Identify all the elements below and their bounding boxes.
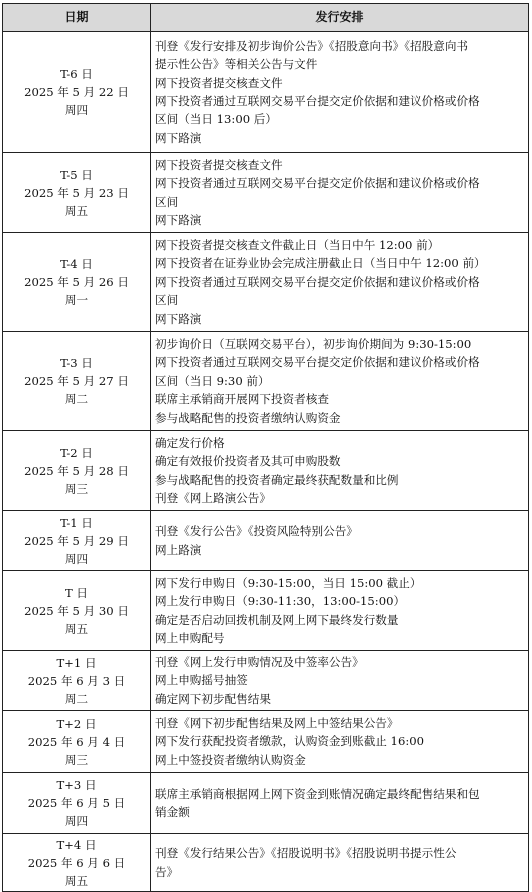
table-row — [3, 773, 529, 834]
schedule-line: 网下发行申购日（9:30-15:00，当日 15:00 截止） — [155, 575, 422, 590]
schedule-line: 网下投资者通过互联网交易平台提交定价依据和建议价格或价格 — [155, 94, 480, 108]
day-label: T-1 日 — [60, 515, 93, 530]
calendar-date: 2025 年 5 月 27 日 — [24, 374, 129, 388]
schedule-line: 网下路演 — [155, 311, 202, 326]
schedule-line: 网上路演 — [155, 542, 202, 557]
day-label: T 日 — [64, 585, 88, 600]
schedule-line: 网下投资者在证券业协会完成注册截止日（当日中午 12:00 前） — [155, 256, 486, 271]
schedule-line: 刊登《网下初步配售结果及网上中签结果公告》 — [155, 715, 399, 730]
schedule-cell — [151, 233, 529, 332]
schedule-cell — [151, 431, 529, 511]
day-label: T+1 日 — [56, 655, 97, 670]
weekday: 周五 — [64, 203, 89, 218]
schedule-line: 网下路演 — [155, 212, 202, 227]
schedule-cell — [151, 711, 529, 773]
calendar-date: 2025 年 5 月 30 日 — [24, 603, 129, 618]
table-row — [3, 511, 529, 571]
date-cell — [3, 711, 151, 773]
day-label: T-6 日 — [60, 67, 93, 81]
day-label: T-4 日 — [60, 257, 93, 271]
schedule-cell — [151, 332, 529, 431]
schedule-line: 区间（当日 9:30 前） — [155, 373, 270, 388]
day-label: T-2 日 — [60, 445, 93, 460]
date-cell — [3, 773, 151, 834]
schedule-cell — [151, 571, 529, 651]
weekday: 周四 — [64, 814, 89, 828]
day-label: T+3 日 — [56, 778, 97, 792]
date-cell — [3, 153, 151, 233]
schedule-line: 区间（当日 13:00 后） — [155, 112, 277, 127]
schedule-line: 区间 — [155, 194, 179, 209]
weekday: 周三 — [64, 481, 89, 496]
calendar-date: 2025 年 6 月 3 日 — [27, 673, 126, 688]
calendar-date: 2025 年 5 月 29 日 — [24, 533, 129, 548]
header-date: 日期 — [3, 4, 151, 32]
schedule-cell — [151, 773, 529, 834]
weekday: 周二 — [64, 392, 89, 406]
schedule-line: 参与战略配售的投资者缴纳认购资金 — [155, 410, 341, 425]
weekday: 周一 — [64, 293, 89, 307]
date-cell — [3, 571, 151, 651]
schedule-line: 确定网下初步配售结果 — [155, 691, 271, 706]
date-cell — [3, 431, 151, 511]
schedule-cell — [151, 32, 529, 153]
schedule-line: 刊登《网上路演公告》 — [155, 490, 271, 505]
schedule-line: 区间 — [155, 293, 179, 308]
schedule-line: 刊登《网上发行申购情况及中签率公告》 — [155, 654, 364, 669]
schedule-line: 网下发行获配投资者缴款，认购资金到账截止 16:00 — [155, 734, 424, 749]
schedule-cell — [151, 153, 529, 233]
schedule-line: 网下投资者通过互联网交易平台提交定价依据和建议价格或价格 — [155, 274, 480, 289]
weekday: 周二 — [64, 691, 89, 706]
schedule-line: 确定发行价格 — [155, 435, 225, 450]
calendar-date: 2025 年 5 月 22 日 — [24, 85, 129, 99]
table-header-row — [3, 4, 529, 32]
schedule-line: 网下投资者通过互联网交易平台提交定价依据和建议价格或价格 — [155, 355, 480, 370]
schedule-cell — [151, 511, 529, 571]
schedule-line: 销金额 — [155, 805, 190, 819]
table-row — [3, 32, 529, 153]
table-row — [3, 711, 529, 773]
date-cell — [3, 511, 151, 571]
calendar-date: 2025 年 6 月 4 日 — [27, 734, 126, 749]
schedule-line: 网下投资者提交核查文件 — [155, 75, 283, 90]
schedule-line: 刊登《发行结果公告》《招股说明书》《招股说明书提示性公 — [155, 846, 457, 861]
schedule-cell — [151, 651, 529, 711]
schedule-line: 网上中签投资者缴纳认购资金 — [155, 752, 306, 767]
calendar-date: 2025 年 6 月 6 日 — [27, 855, 126, 870]
schedule-line: 提示性公告》等相关公告与文件 — [155, 57, 318, 72]
schedule-line: 联席主承销商根据网上网下资金到账情况确定最终配售结果和包 — [155, 786, 480, 801]
schedule-line: 网下投资者提交核查文件截止日（当日中午 12:00 前） — [155, 237, 440, 252]
calendar-date: 2025 年 5 月 28 日 — [24, 463, 129, 478]
table-row — [3, 431, 529, 511]
schedule-line: 确定有效报价投资者及其可申购股数 — [155, 454, 341, 469]
calendar-date: 2025 年 5 月 26 日 — [24, 275, 129, 289]
date-cell — [3, 332, 151, 431]
issuance-schedule-table — [2, 3, 529, 892]
calendar-date: 2025 年 6 月 5 日 — [27, 796, 126, 810]
schedule-line: 初步询价日（互联网交易平台），初步询价期间为 9:30-15:00 — [155, 336, 472, 351]
schedule-cell — [151, 834, 529, 892]
schedule-line: 联席主承销商开展网下投资者核查 — [155, 392, 329, 407]
table-row — [3, 834, 529, 892]
date-cell — [3, 651, 151, 711]
weekday: 周四 — [64, 551, 89, 566]
schedule-line: 网下投资者通过互联网交易平台提交定价依据和建议价格或价格 — [155, 176, 480, 191]
schedule-line: 刊登《发行公告》《投资风险特别公告》 — [155, 524, 358, 539]
weekday: 周五 — [64, 621, 89, 636]
weekday: 周三 — [64, 752, 89, 767]
table-row — [3, 153, 529, 233]
date-cell — [3, 32, 151, 153]
schedule-line: 网上申购摇号抽签 — [155, 673, 248, 688]
schedule-line: 网上发行申购日（9:30-11:30，13:00-15:00） — [155, 594, 406, 609]
weekday: 周五 — [64, 873, 89, 888]
weekday: 周四 — [64, 103, 89, 117]
schedule-line: 告》 — [155, 864, 179, 879]
table-row — [3, 332, 529, 431]
schedule-line: 网上申购配号 — [155, 630, 225, 645]
header-schedule: 发行安排 — [151, 4, 529, 32]
table-row — [3, 651, 529, 711]
schedule-line: 确定是否启动回拨机制及网上网下最终发行数量 — [155, 612, 399, 627]
schedule-line: 网下路演 — [155, 130, 202, 145]
date-cell — [3, 834, 151, 892]
schedule-line: 刊登《发行安排及初步询价公告》《招股意向书》《招股意向书 — [155, 38, 469, 53]
schedule-line: 网下投资者提交核查文件 — [155, 157, 283, 172]
date-cell — [3, 233, 151, 332]
day-label: T+4 日 — [56, 837, 97, 852]
day-label: T-3 日 — [60, 356, 93, 370]
day-label: T-5 日 — [60, 167, 93, 182]
schedule-line: 参与战略配售的投资者确定最终获配数量和比例 — [155, 472, 399, 487]
table-row — [3, 233, 529, 332]
table-row — [3, 571, 529, 651]
calendar-date: 2025 年 5 月 23 日 — [24, 185, 129, 200]
day-label: T+2 日 — [56, 716, 97, 731]
